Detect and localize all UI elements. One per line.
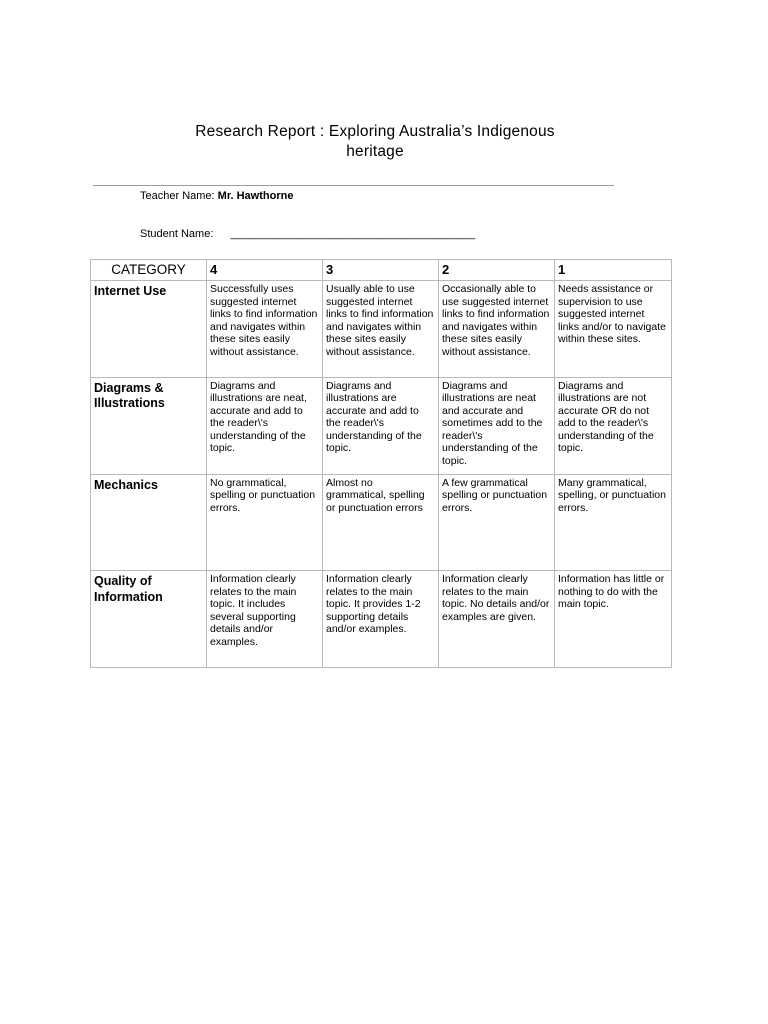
document-title (120, 122, 630, 162)
score-header-2: 2 (439, 260, 555, 281)
student-name-field (140, 228, 475, 241)
criteria-cell-score-3: Usually able to use suggested internet links to find information and navigates within these sites easily without assistance. (323, 281, 439, 378)
document-title-line-1: Research Report : Exploring Australia’s Indigenous (195, 123, 555, 140)
student-name-label: Student Name: (140, 228, 214, 240)
criteria-cell-score-1: Needs assistance or supervision to use suggested internet links and/or to navigate within these sites. (555, 281, 672, 378)
criteria-cell-score-4: Information clearly relates to the main topic. It includes several supporting details and/or examples. (207, 571, 323, 668)
criteria-cell-score-4: No grammatical, spelling or punctuation errors. (207, 474, 323, 571)
rubric-row-mechanics (91, 474, 672, 571)
rubric-row-quality-of-information (91, 571, 672, 668)
score-header-3: 3 (323, 260, 439, 281)
title-divider (93, 185, 614, 186)
criteria-cell-score-2: Diagrams and illustrations are neat and accurate and sometimes add to the reader\'s understanding of the topic. (439, 377, 555, 474)
criteria-cell-score-1: Information has little or nothing to do with the main topic. (555, 571, 672, 668)
criteria-cell-score-2: Information clearly relates to the main topic. No details and/or examples are given. (439, 571, 555, 668)
criteria-cell-score-4: Diagrams and illustrations are neat, accurate and add to the reader\'s understanding of the topic. (207, 377, 323, 474)
criteria-cell-score-2: Occasionally able to use suggested internet links to find information and navigates within these sites easily without assistance. (439, 281, 555, 378)
teacher-name-value: Mr. Hawthorne (217, 190, 294, 202)
criteria-cell-score-3: Diagrams and illustrations are accurate and add to the reader\'s understanding of the topic. (323, 377, 439, 474)
criteria-cell-score-3: Almost no grammatical, spelling or punctuation errors (323, 474, 439, 571)
rubric-header-row (91, 260, 672, 281)
criteria-cell-score-1: Diagrams and illustrations are not accurate OR do not add to the reader\'s understanding of the topic. (555, 377, 672, 474)
rubric-row-internet-use (91, 281, 672, 378)
criteria-cell-score-1: Many grammatical, spelling, or punctuation errors. (555, 474, 672, 571)
teacher-name-label: Teacher Name: (140, 190, 215, 202)
category-cell: Mechanics (91, 474, 207, 571)
document-title-line-2: heritage (346, 143, 404, 160)
teacher-name-field (140, 190, 293, 203)
criteria-cell-score-3: Information clearly relates to the main topic. It provides 1-2 supporting details and/or examples. (323, 571, 439, 668)
rubric-row-diagrams-illustrations (91, 377, 672, 474)
student-name-blank: ________________________________________ (230, 228, 476, 240)
rubric-table (90, 259, 672, 668)
category-header: CATEGORY (91, 260, 207, 281)
score-header-1: 1 (555, 260, 672, 281)
score-header-4: 4 (207, 260, 323, 281)
category-cell: Quality of Information (91, 571, 207, 668)
criteria-cell-score-4: Successfully uses suggested internet links to find information and navigates within these sites easily without assistance. (207, 281, 323, 378)
category-cell: Internet Use (91, 281, 207, 378)
category-cell: Diagrams & Illustrations (91, 377, 207, 474)
criteria-cell-score-2: A few grammatical spelling or punctuation errors. (439, 474, 555, 571)
